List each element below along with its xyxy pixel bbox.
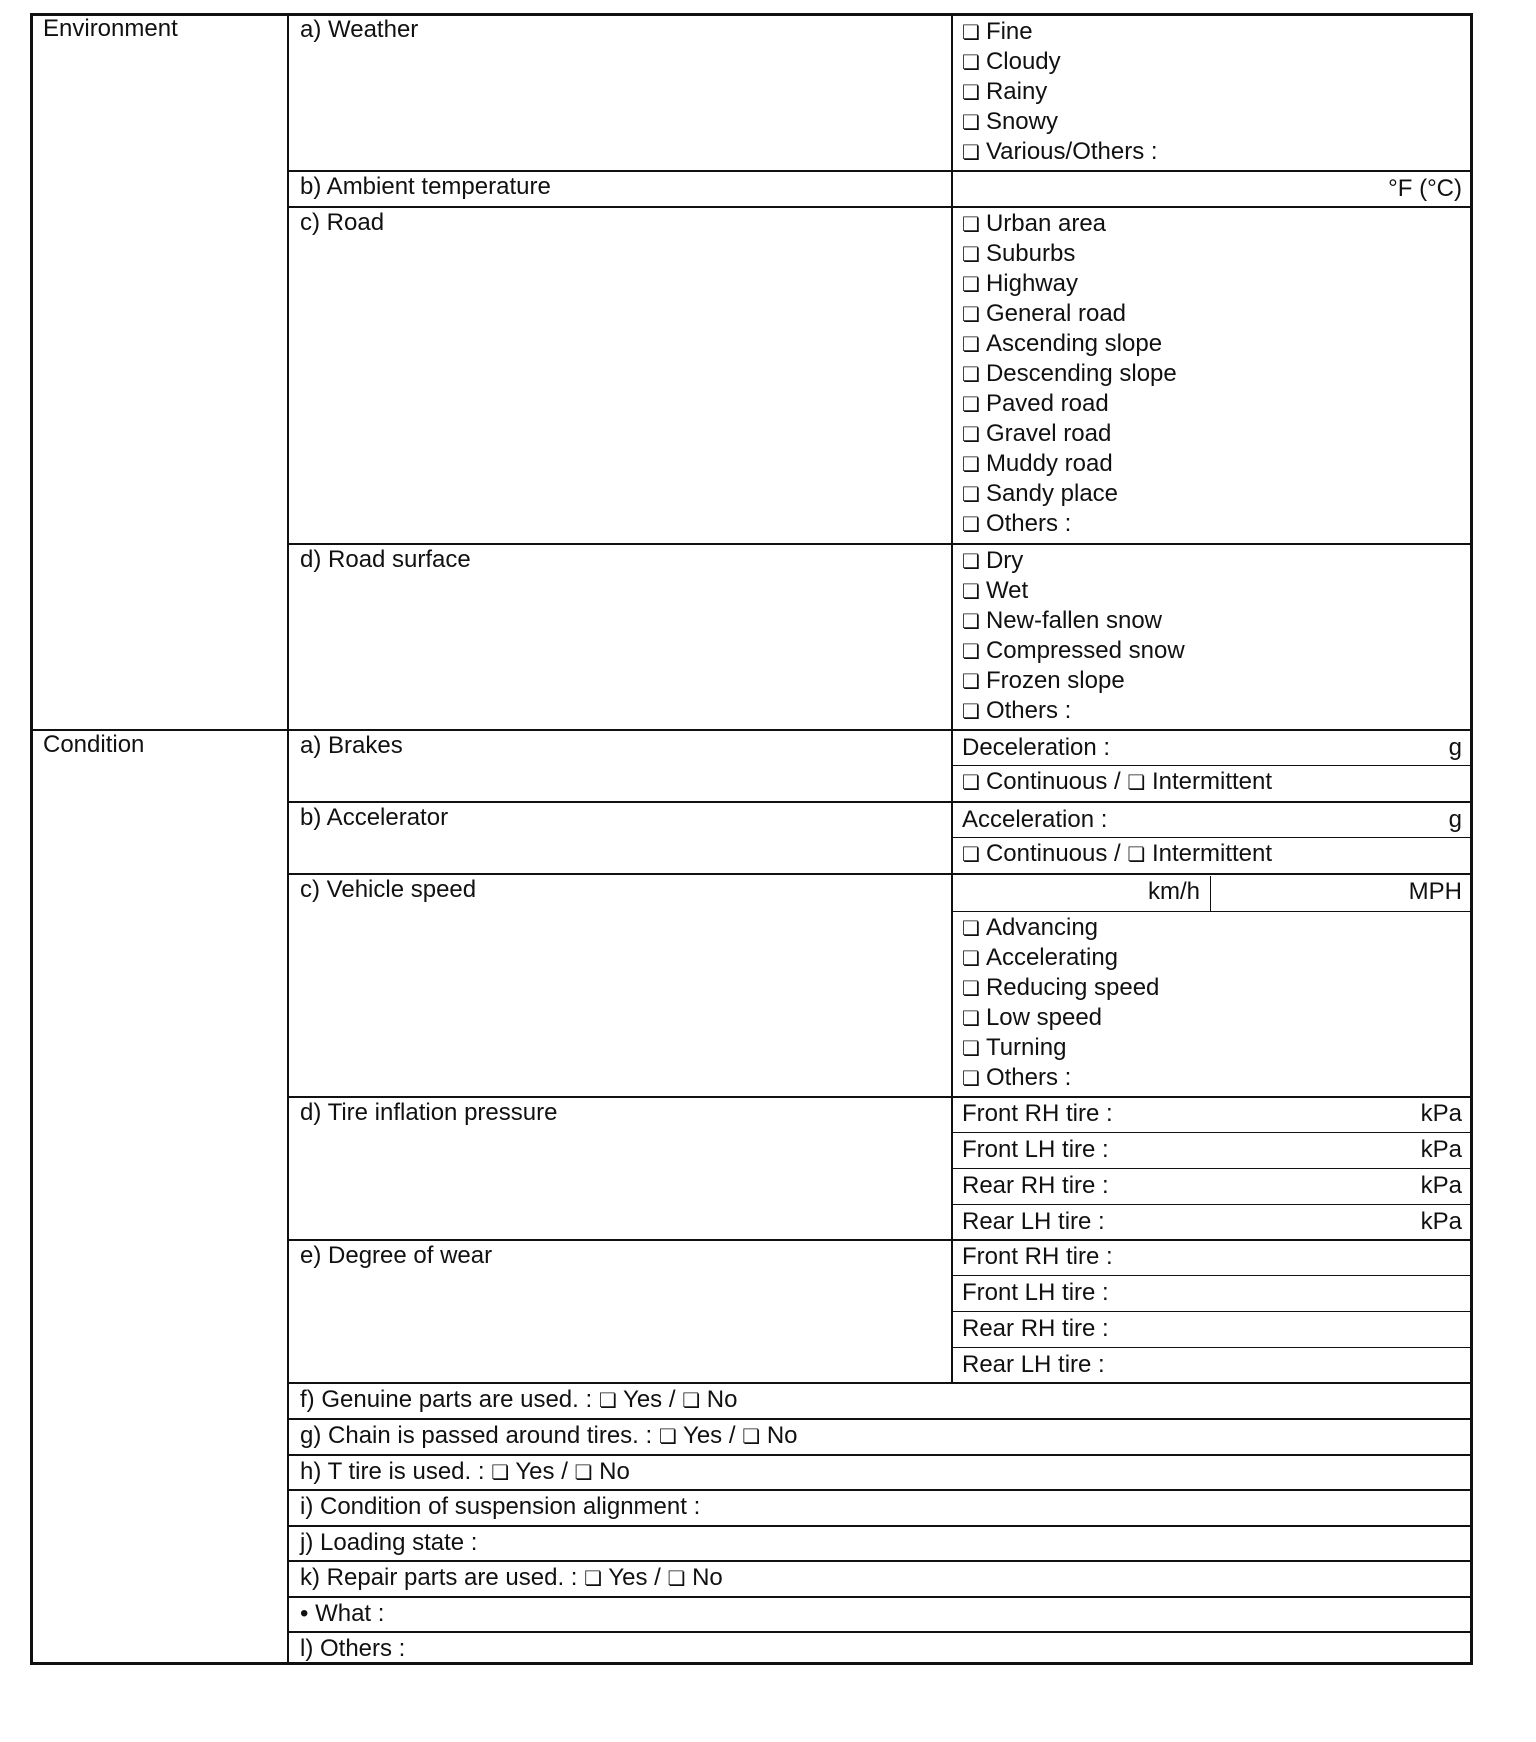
section-label-environment: Environment xyxy=(43,15,178,42)
checkbox-icon[interactable]: ❏ xyxy=(742,1424,761,1448)
vehicle-speed-label: c) Vehicle speed xyxy=(300,876,477,903)
checkbox-option[interactable]: ❏ Urban area xyxy=(962,210,1107,237)
checkbox-option[interactable]: ❏ Rainy xyxy=(962,78,1048,105)
pressure-unit: kPa xyxy=(1420,1172,1462,1199)
checkbox-option[interactable]: ❏ Low speed xyxy=(962,1004,1103,1031)
divider xyxy=(952,765,1473,766)
pressure-unit: kPa xyxy=(1420,1208,1462,1235)
divider xyxy=(288,1489,1473,1491)
acceleration-unit: g xyxy=(1448,806,1462,833)
checkbox-icon[interactable]: ❏ xyxy=(962,770,980,794)
others-row: l) Others : xyxy=(300,1635,406,1662)
checkbox-icon[interactable]: ❏ xyxy=(658,1424,677,1448)
checkbox-option[interactable]: ❏ Sandy place xyxy=(962,480,1119,507)
accelerator-mode-options[interactable]: ❏ Continuous / ❏ Intermittent xyxy=(962,840,1273,867)
checkbox-option[interactable]: ❏ Cloudy xyxy=(962,48,1061,75)
checkbox-icon: ❏ xyxy=(962,392,980,416)
checkbox-option[interactable]: ❏ General road xyxy=(962,300,1127,327)
checkbox-option[interactable]: ❏ Accelerating xyxy=(962,944,1119,971)
checkbox-option[interactable]: ❏ Others : xyxy=(962,510,1072,537)
road-label: c) Road xyxy=(300,209,385,236)
checkbox-option[interactable]: ❏ Muddy road xyxy=(962,450,1113,477)
wear-front-lh: Front LH tire : xyxy=(962,1279,1109,1306)
speed-unit-kmh: km/h xyxy=(1147,878,1200,905)
divider xyxy=(288,1418,1473,1420)
checkbox-option[interactable]: ❏ Advancing xyxy=(962,914,1099,941)
checkbox-option[interactable]: ❏ Fine xyxy=(962,18,1033,45)
temperature-unit: °F (°C) xyxy=(1388,175,1462,202)
road-surface-label: d) Road surface xyxy=(300,546,471,573)
checkbox-option[interactable]: ❏ Various/Others : xyxy=(962,138,1158,165)
checkbox-option[interactable]: ❏ Frozen slope xyxy=(962,667,1125,694)
tire-pressure-front-lh: Front LH tire : xyxy=(962,1136,1109,1163)
checkbox-icon: ❏ xyxy=(962,242,980,266)
checkbox-option[interactable]: ❏ Ascending slope xyxy=(962,330,1163,357)
divider xyxy=(952,1168,1473,1169)
checkbox-icon: ❏ xyxy=(962,946,980,970)
checkbox-icon: ❏ xyxy=(962,976,980,1000)
what-row: • What : xyxy=(300,1600,385,1627)
checkbox-icon[interactable]: ❏ xyxy=(491,1460,510,1484)
checkbox-icon: ❏ xyxy=(962,1066,980,1090)
accelerator-label: b) Accelerator xyxy=(300,804,449,831)
degree-of-wear-label: e) Degree of wear xyxy=(300,1242,493,1269)
divider xyxy=(952,1347,1473,1348)
divider xyxy=(1210,876,1211,912)
checkbox-icon: ❏ xyxy=(962,302,980,326)
checkbox-icon[interactable]: ❏ xyxy=(574,1460,593,1484)
divider xyxy=(288,1560,1473,1562)
checkbox-option[interactable]: ❏ Compressed snow xyxy=(962,637,1185,664)
divider xyxy=(288,801,1473,803)
checkbox-option[interactable]: ❏ Paved road xyxy=(962,390,1109,417)
checkbox-icon: ❏ xyxy=(962,422,980,446)
checkbox-option[interactable]: ❏ Turning xyxy=(962,1034,1067,1061)
checkbox-icon: ❏ xyxy=(962,272,980,296)
pressure-unit: kPa xyxy=(1420,1100,1462,1127)
checkbox-icon: ❏ xyxy=(962,20,980,44)
divider xyxy=(952,1204,1473,1205)
checkbox-icon[interactable]: ❏ xyxy=(1127,770,1146,794)
divider xyxy=(952,1311,1473,1312)
checkbox-icon: ❏ xyxy=(962,916,980,940)
suspension-row: i) Condition of suspension alignment : xyxy=(300,1493,701,1520)
weather-label: a) Weather xyxy=(300,16,419,43)
checkbox-icon[interactable]: ❏ xyxy=(584,1566,603,1590)
checkbox-option[interactable]: ❏ Wet xyxy=(962,577,1029,604)
divider xyxy=(288,1631,1473,1633)
divider xyxy=(952,911,1473,912)
checkbox-option[interactable]: ❏ Reducing speed xyxy=(962,974,1160,1001)
checkbox-icon: ❏ xyxy=(962,549,980,573)
t-tire-row: h) T tire is used. : ❏ Yes / ❏ No xyxy=(300,1458,630,1485)
tire-pressure-label: d) Tire inflation pressure xyxy=(300,1099,558,1126)
tire-pressure-rear-rh: Rear RH tire : xyxy=(962,1172,1109,1199)
divider xyxy=(288,206,1473,208)
checkbox-icon: ❏ xyxy=(962,639,980,663)
pressure-unit: kPa xyxy=(1420,1136,1462,1163)
speed-unit-mph: MPH xyxy=(1408,878,1462,905)
checkbox-icon[interactable]: ❏ xyxy=(598,1388,617,1412)
divider xyxy=(952,1275,1473,1276)
checkbox-icon: ❏ xyxy=(962,140,980,164)
checkbox-icon: ❏ xyxy=(962,110,980,134)
checkbox-option[interactable]: ❏ Gravel road xyxy=(962,420,1112,447)
checkbox-icon: ❏ xyxy=(962,332,980,356)
checkbox-option[interactable]: ❏ Snowy xyxy=(962,108,1058,135)
checkbox-option[interactable]: ❏ New-fallen snow xyxy=(962,607,1163,634)
tire-pressure-rear-lh: Rear LH tire : xyxy=(962,1208,1105,1235)
divider xyxy=(288,1382,1473,1384)
divider xyxy=(288,1525,1473,1527)
deceleration-label: Deceleration : xyxy=(962,734,1111,761)
divider xyxy=(952,837,1473,838)
checkbox-icon: ❏ xyxy=(962,482,980,506)
section-label-condition: Condition xyxy=(43,731,145,758)
tire-pressure-front-rh: Front RH tire : xyxy=(962,1100,1113,1127)
divider xyxy=(952,1132,1473,1133)
checkbox-icon: ❏ xyxy=(962,699,980,723)
checkbox-icon: ❏ xyxy=(962,609,980,633)
divider xyxy=(288,1596,1473,1598)
checkbox-option[interactable]: ❏ Dry xyxy=(962,547,1024,574)
checkbox-icon[interactable]: ❏ xyxy=(667,1566,686,1590)
divider xyxy=(30,729,1473,731)
wear-front-rh: Front RH tire : xyxy=(962,1243,1113,1270)
acceleration-label: Acceleration : xyxy=(962,806,1108,833)
wear-rear-rh: Rear RH tire : xyxy=(962,1315,1109,1342)
checkbox-icon: ❏ xyxy=(962,50,980,74)
checkbox-icon: ❏ xyxy=(962,579,980,603)
divider xyxy=(951,13,953,1383)
wear-rear-lh: Rear LH tire : xyxy=(962,1351,1105,1378)
ambient-temperature-label: b) Ambient temperature xyxy=(300,173,551,200)
checkbox-icon: ❏ xyxy=(962,512,980,536)
checkbox-option[interactable]: ❏ Others : xyxy=(962,1064,1072,1091)
deceleration-unit: g xyxy=(1448,734,1462,761)
checkbox-icon[interactable]: ❏ xyxy=(682,1388,701,1412)
divider xyxy=(288,1454,1473,1456)
repair-parts-row: k) Repair parts are used. : ❏ Yes / ❏ No xyxy=(300,1564,723,1591)
checkbox-icon: ❏ xyxy=(962,452,980,476)
genuine-parts-row: f) Genuine parts are used. : ❏ Yes / ❏ No xyxy=(300,1386,738,1413)
checkbox-option[interactable]: ❏ Highway xyxy=(962,270,1078,297)
checkbox-option[interactable]: ❏ Others : xyxy=(962,697,1072,724)
checkbox-icon[interactable]: ❏ xyxy=(1127,842,1146,866)
checkbox-option[interactable]: ❏ Suburbs xyxy=(962,240,1076,267)
checkbox-icon: ❏ xyxy=(962,669,980,693)
checkbox-icon: ❏ xyxy=(962,80,980,104)
checkbox-icon: ❏ xyxy=(962,1036,980,1060)
checkbox-icon: ❏ xyxy=(962,1006,980,1030)
chain-row: g) Chain is passed around tires. : ❏ Yes / ❏ No xyxy=(300,1422,798,1449)
brake-mode-options[interactable]: ❏ Continuous / ❏ Intermittent xyxy=(962,768,1273,795)
brakes-label: a) Brakes xyxy=(300,732,403,759)
checkbox-icon: ❏ xyxy=(962,362,980,386)
checkbox-icon[interactable]: ❏ xyxy=(962,842,980,866)
checkbox-icon: ❏ xyxy=(962,212,980,236)
checkbox-option[interactable]: ❏ Descending slope xyxy=(962,360,1177,387)
loading-row: j) Loading state : xyxy=(300,1529,478,1556)
